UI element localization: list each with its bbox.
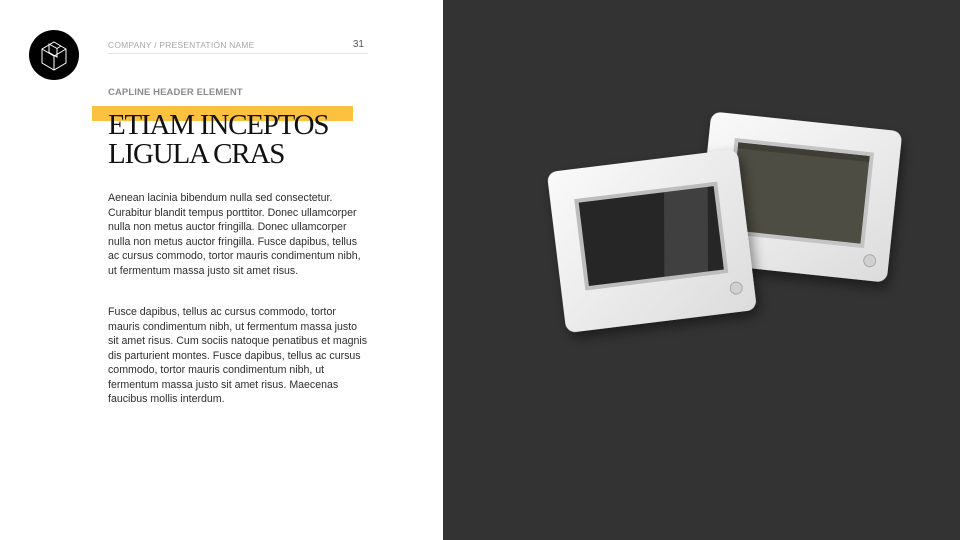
page-number: 31: [352, 39, 364, 50]
slide-title: [108, 111, 428, 169]
title-line-1: ETIAM INCEPTOS: [108, 109, 329, 141]
company-logo: [29, 30, 79, 80]
body-paragraph-1: Aenean lacinia bibendum nulla sed consectetur. Curabitur blandit tempus porttitor. Donec ullamcorper nulla non metus auctor fringilla. Donec ullamcorper nulla non metus auctor fringilla. Fusce dapibus, tellus ac cursus commodo, tortor mauris condimentum nibh, ut fermentum massa justo sit amet risus.: [108, 192, 361, 277]
front-slide: [547, 149, 757, 333]
header-divider: [108, 53, 368, 54]
body-paragraph-2: Fusce dapibus, tellus ac cursus commodo, tortor mauris condimentum nibh, ut fermentum massa justo sit amet risus. Cum sociis natoque penatibus et magnis dis parturient montes. Fusce dapibus, tellus ac cursus commodo, tortor mauris condimentum nibh, ut fermentum massa justo sit amet risus. Maecenas faucibus mollis interdum.: [108, 306, 368, 405]
title-line-2: LIGULA CRAS: [108, 138, 285, 170]
photo-slides-icon: [443, 0, 960, 540]
capline-header: CAPLINE HEADER ELEMENT: [108, 87, 243, 98]
company-name: COMPANY / PRESENTATION NAME: [108, 40, 255, 50]
cube-logo-icon: [29, 30, 79, 80]
image-panel: [443, 0, 960, 540]
